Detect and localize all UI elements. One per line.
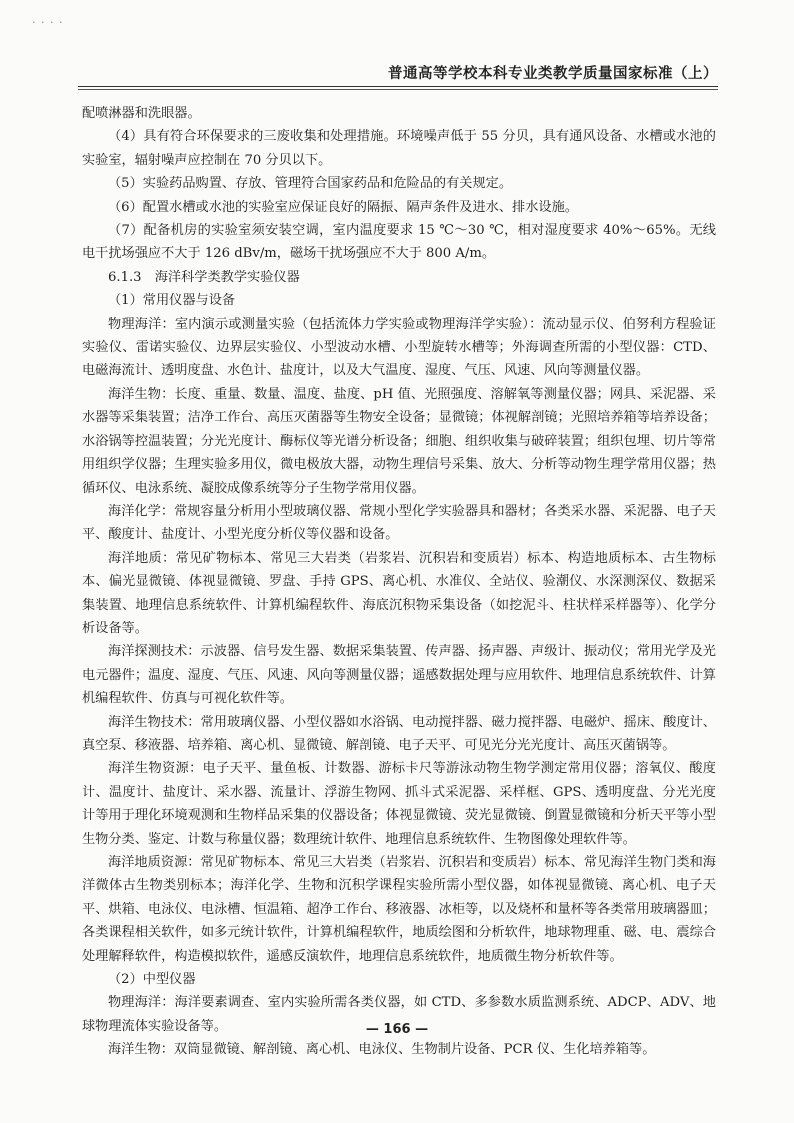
paragraph: 物理海洋：室内演示或测量实验（包括流体力学实验或物理海洋学实验）：流动显示仪、伯努利方程验证实验仪、雷诺实验仪、边界层实验仪、小型波动水槽、小型旋转水槽等；外海调查所需的小型仪器：CTD、电磁海流计、透明度盘、水色计、盐度计，以及大气温度、湿度、气压、风速、风向等测量仪器。 [82, 316, 716, 379]
body-text [82, 102, 716, 1062]
header-rule [78, 86, 718, 87]
paragraph: 海洋生物技术：常用玻璃仪器、小型仪器如水浴锅、电动搅拌器、磁力搅拌器、电磁炉、摇床、酸度计、真空泵、移液器、培养箱、离心机、显微镜、解剖镜、电子天平、可见光分光光度计、高压灭菌锅等。 [82, 714, 716, 753]
paragraph: 物理海洋：海洋要素调查、室内实验所需各类仪器，如 CTD、多参数水质监测系统、ADCP、ADV、地球物理流体实验设备等。 [82, 995, 716, 1034]
paragraph: 海洋探测技术：示波器、信号发生器、数据采集装置、传声器、扬声器、声级计、振动仪；常用光学及光电元器件；温度、湿度、气压、风速、风向等测量仪器；遥感数据处理与应用软件、地理信息系统软件、计算机编程软件、仿真与可视化软件等。 [82, 644, 716, 707]
paragraph: （6）配置水槽或水池的实验室应保证良好的隔振、隔声条件及进水、排水设施。 [108, 199, 578, 215]
page-number: — 166 — [365, 1022, 429, 1037]
header-rule-thin [78, 89, 718, 90]
paragraph: 海洋生物：长度、重量、数量、温度、盐度、pH 值、光照强度、溶解氧等测量仪器；网具、采泥器、采水器等采集装置；洁净工作台、高压灭菌器等生物安全设备；显微镜；体视解剖镜；光照培养箱等培养设备；水浴锅等控温装置；分光光度计、酶标仪等光谱分析设备；细胞、组织收集与破碎装置；组织包埋、切片等常用组织学仪器；生理实验多用仪，微电极放大器，动物生理信号采集、放大、分析等动物生理学常用仪器；热循环仪、电泳系统、凝胶成像系统等分子生物学常用仪器。 [82, 386, 716, 496]
subsection-heading: （2）中型仪器 [108, 972, 196, 988]
paragraph: 海洋生物资源：电子天平、量鱼板、计数器、游标卡尺等游泳动物生物学测定常用仪器；溶氧仪、酸度计、温度计、盐度计、采水器、流量计、浮游生物网、抓斗式采泥器、采样框、GPS、透明度盘、分光光度计等用于理化环境观测和生物样品采集的仪器设备；体视显微镜、荧光显微镜、倒置显微镜和分析天平等小型生物分类、鉴定、计数与称量仪器；数理统计软件、地理信息系统软件、生物图像处理软件等。 [82, 761, 716, 847]
paragraph: 海洋化学：常规容量分析用小型玻璃仪器、常规小型化学实验器具和器材；各类采水器、采泥器、电子天平、酸度计、盐度计、小型光度分析仪等仪器和设备。 [82, 503, 716, 543]
paragraph: （4）具有符合环保要求的三废收集和处理措施。环境噪声低于 55 分贝，具有通风设备、水槽或水池的实验室，辐射噪声应控制在 70 分贝以下。 [82, 129, 716, 168]
subsection-heading: （1）常用仪器与设备 [108, 293, 236, 309]
paragraph: 海洋地质资源：常见矿物标本、常见三大岩类（岩浆岩、沉积岩和变质岩）标本、常见海洋生物门类和海洋微体古生物类别标本；海洋化学、生物和沉积学课程实验所需小型仪器，如体视显微镜、离心机、电子天平、烘箱、电泳仪、电泳槽、恒温箱、超净工作台、移液器、冰柜等，以及烧杯和量杯等各类常用玻璃器皿；各类课程相关软件，如多元统计软件，计算机编程软件，地质绘图和分析软件，地球物理重、磁、电、震综合处理解释软件，构造模拟软件，遥感反演软件，地理信息系统软件，地质微生物分析软件等。 [82, 855, 716, 964]
section-heading: 6.1.3 海洋科学类教学实验仪器 [108, 269, 300, 285]
paragraph: （7）配备机房的实验室须安装空调，室内温度要求 15 ℃～30 ℃，相对湿度要求 40%～65%。无线电干扰场强应不大于 126 dBv/m，磁场干扰场强应不大于 800 A/m。 [82, 223, 716, 262]
paragraph: 海洋地质：常见矿物标本、常见三大岩类（岩浆岩、沉积岩和变质岩）标本、构造地质标本、古生物标本、偏光显微镜、体视显微镜、罗盘、手持 GPS、离心机、水准仪、全站仪、验潮仪、水深测深仪、数据采集装置、地理信息系统软件、计算机编程软件、海底沉积物采集设备（如挖泥斗、柱状样采样器等）、化学分析设备等。 [82, 550, 716, 636]
paragraph: 海洋生物：双筒显微镜、解剖镜、离心机、电泳仪、生物制片设备、PCR 仪、生化培养箱等。 [108, 1042, 656, 1058]
paragraph: （5）实验药品购置、存放、管理符合国家药品和危险品的有关规定。 [108, 176, 513, 192]
running-header: 普通高等学校本科专业类教学质量国家标准（上） [388, 66, 718, 82]
paragraph: 配喷淋器和洗眼器。 [82, 106, 201, 121]
scan-artifact: · · · · [32, 16, 64, 29]
